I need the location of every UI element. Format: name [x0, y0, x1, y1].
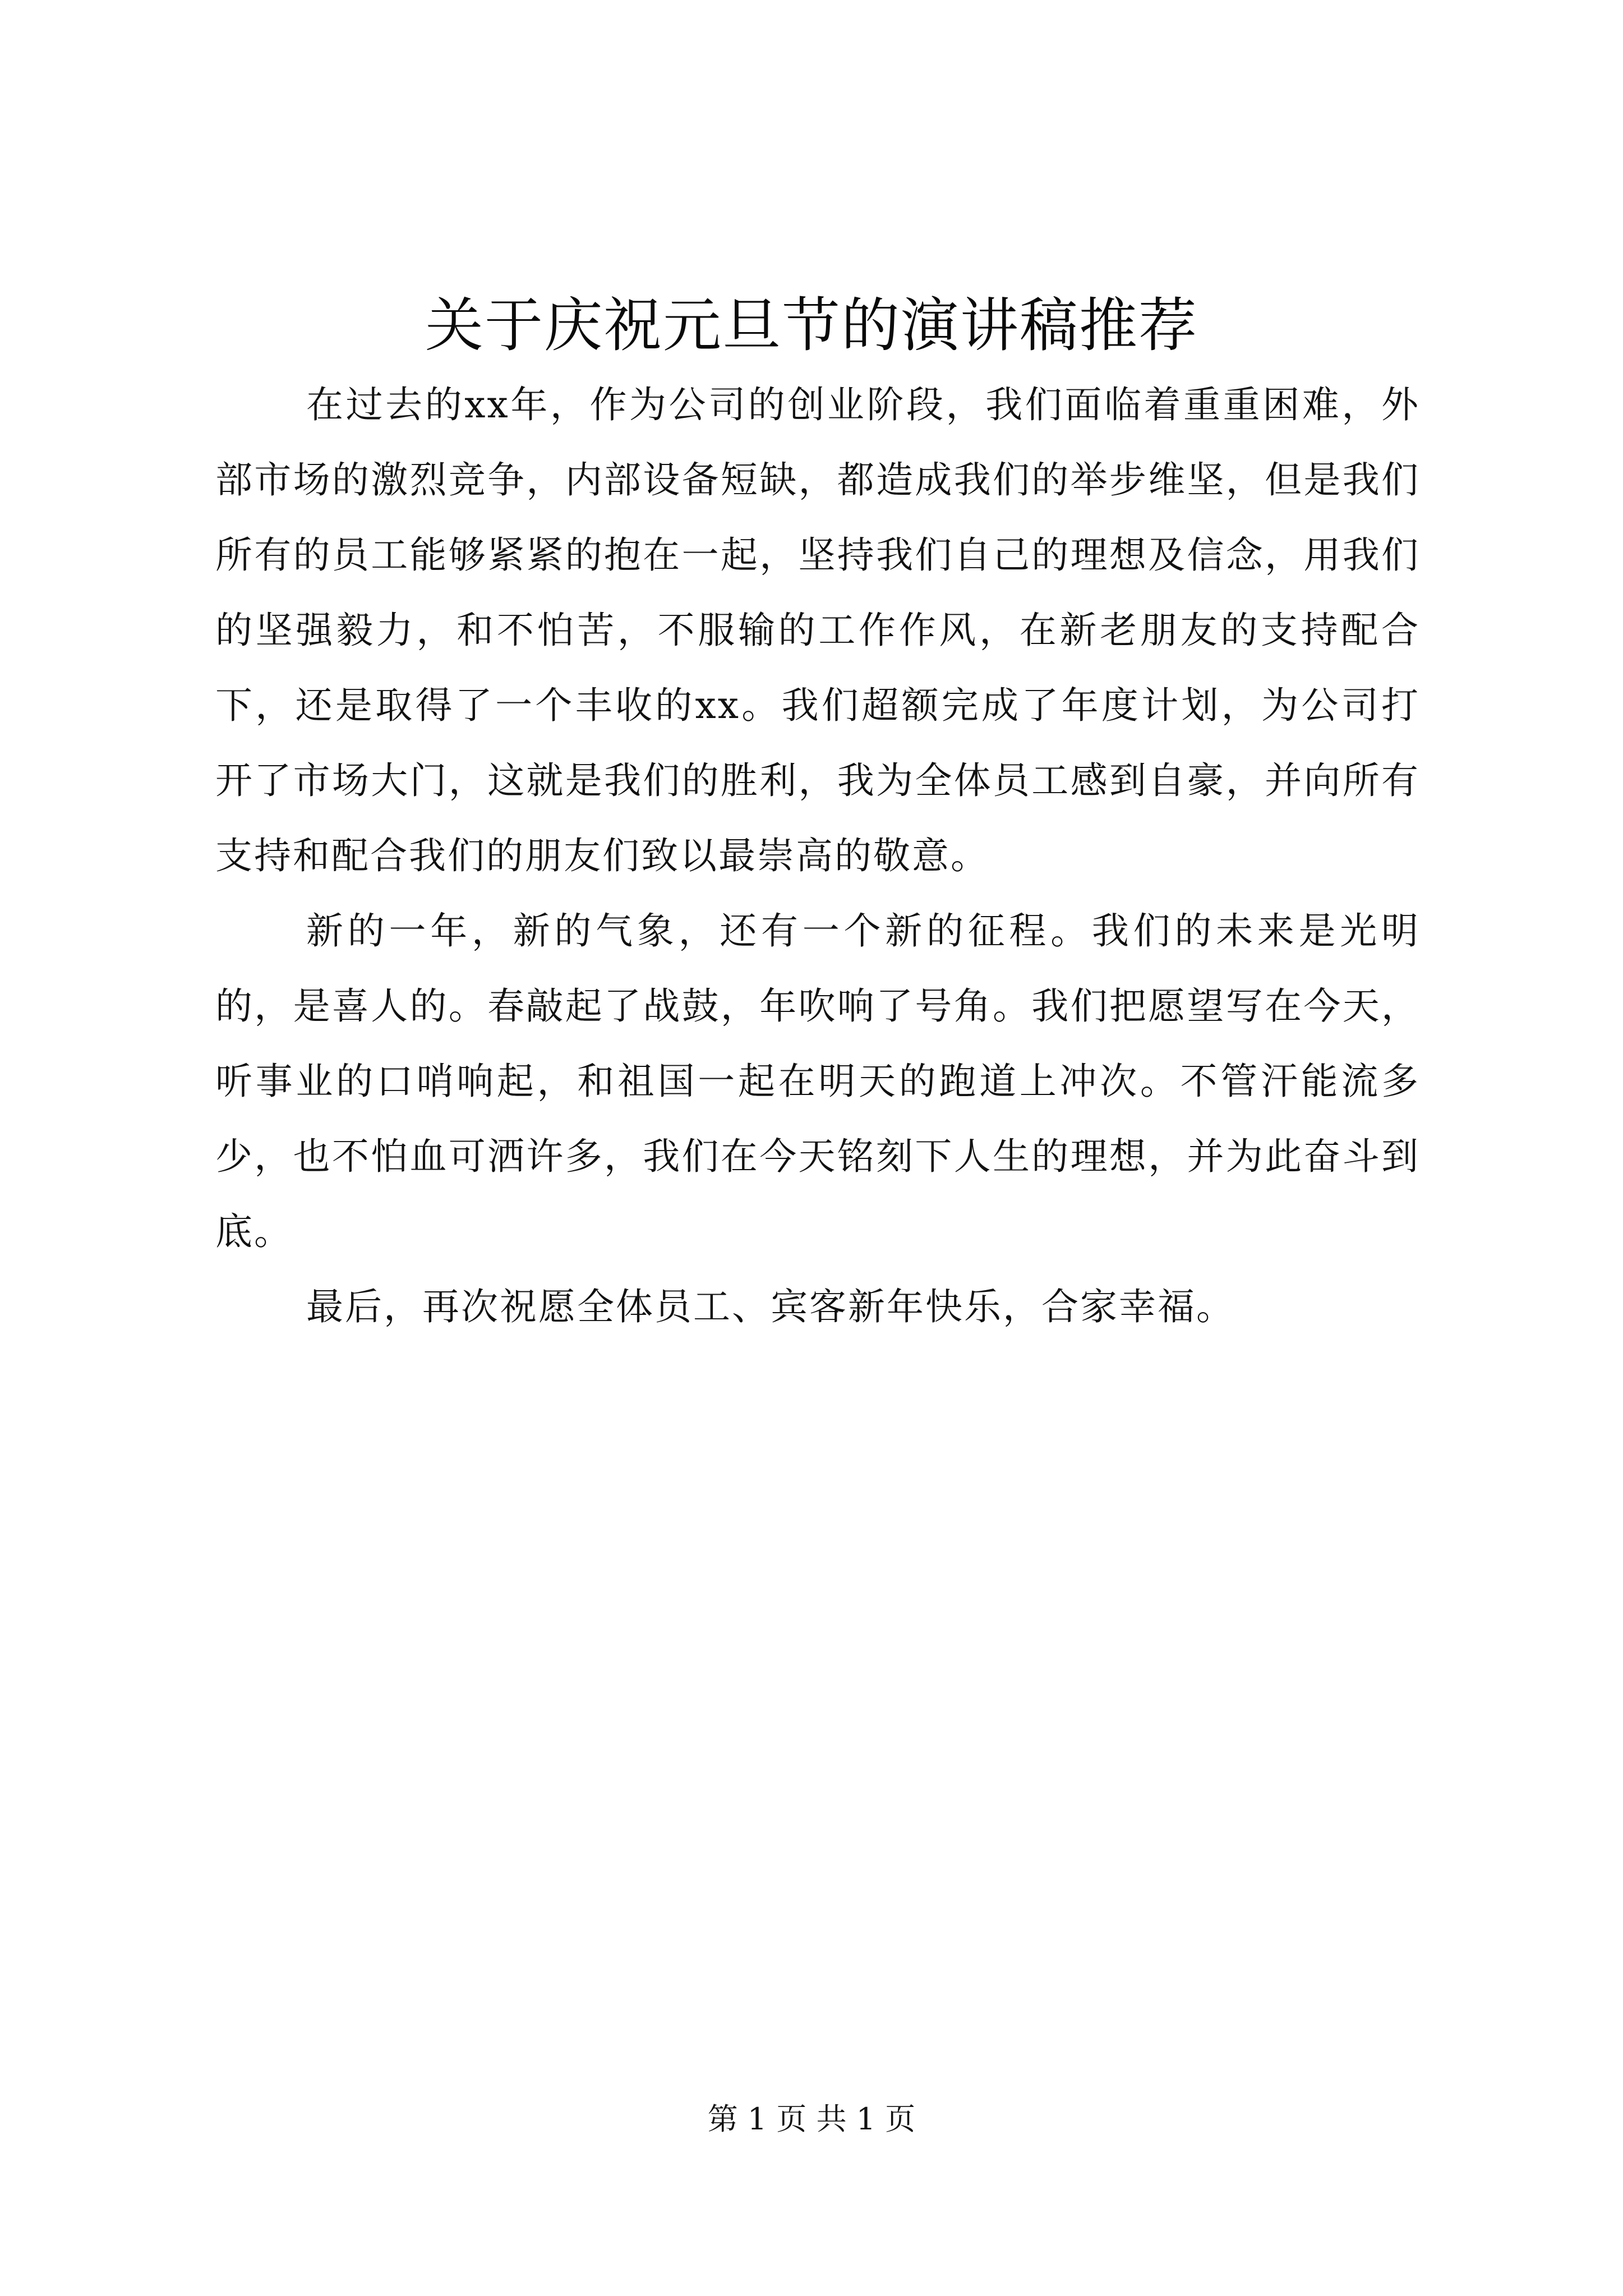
- paragraph-1: 在过去的xx年，作为公司的创业阶段，我们面临着重重困难，外部市场的激烈竞争，内部设备短缺，都造成我们的举步维坚，但是我们所有的员工能够紧紧的抱在一起，坚持我们自己的理想及信念，用我们的坚强毅力，和不怕苦，不服输的工作作风，在新老朋友的支持配合下，还是取得了一个丰收的xx。我们超额完成了年度计划，为公司打开了市场大门，这就是我们的胜利，我为全体员工感到自豪，并向所有支持和配合我们的朋友们致以最崇高的敬意。: [215, 383, 1420, 877]
- paragraph-3: 最后，再次祝愿全体员工、宾客新年快乐，合家幸福。: [306, 1285, 1235, 1328]
- document-body: [215, 367, 1420, 1345]
- page-number-footer: 第 1 页 共 1 页: [707, 2101, 916, 2137]
- paragraph-2: 新的一年，新的气象，还有一个新的征程。我们的未来是光明的，是喜人的。春敲起了战鼓，年吹响了号角。我们把愿望写在今天，听事业的口哨响起，和祖国一起在明天的跑道上冲次。不管汗能流多少，也不怕血可洒许多，我们在今天铭刻下人生的理想，并为此奋斗到底。: [215, 909, 1420, 1253]
- document-title: 关于庆祝元旦节的演讲稿推荐: [425, 291, 1198, 360]
